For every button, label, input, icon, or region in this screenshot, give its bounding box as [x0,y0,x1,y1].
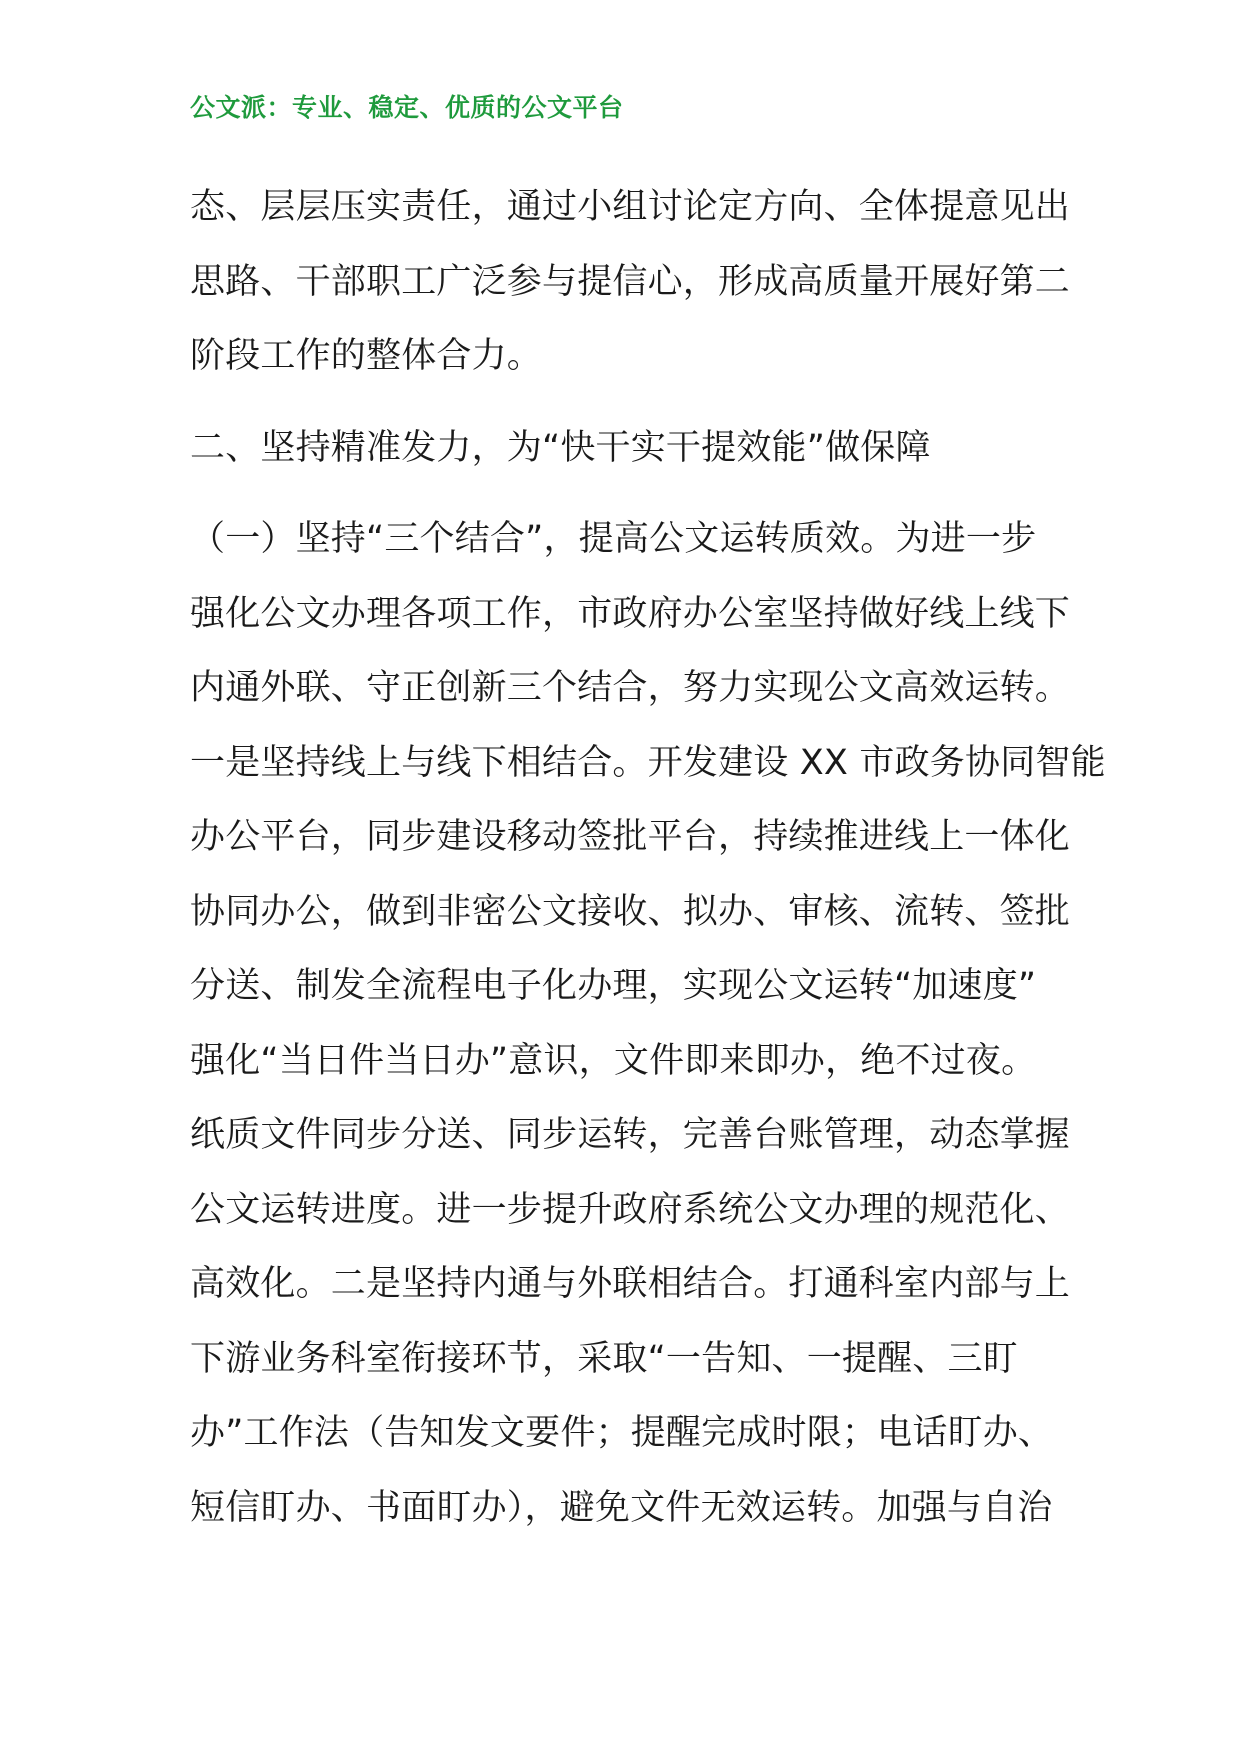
text-line: 协同办公，做到非密公文接收、拟办、审核、流转、签批 [190,891,1071,932]
text-line: 强化“当日件当日办”意识，文件即来即办，绝不过夜。 [190,1040,1037,1081]
text-line: 短信盯办、书面盯办），避免文件无效运转。加强与自治 [190,1487,1053,1528]
text-line: 纸质文件同步分送、同步运转，完善台账管理，动态掌握 [190,1115,1071,1155]
text-line: 一是坚持线上与线下相结合。开发建设 XX 市政务协同智能 [190,742,1106,783]
section-heading: 二、坚持精准发力，为“快干实干提效能”做保障 [190,427,931,468]
page-header: 公文派：专业、稳定、优质的公文平台 [190,93,624,122]
paragraph-gap [190,394,1070,411]
document-body [190,170,1106,1545]
text-line: 分送、制发全流程电子化办理，实现公文运转“加速度” [190,966,1037,1006]
text-line: 高效化。二是坚持内通与外联相结合。打通科室内部与上 [190,1264,1071,1304]
text-line: 思路、干部职工广泛参与提信心，形成高质量开展好第二 [190,261,1071,302]
text-line: 公文运转进度。进一步提升政府系统公文办理的规范化、 [190,1189,1071,1230]
text-line: 阶段工作的整体合力。 [190,336,543,376]
text-line: 态、层层压实责任，通过小组讨论定方向、全体提意见出 [190,187,1071,227]
paragraph-2 [190,502,1106,1545]
text-line: 强化公文办理各项工作，市政府办公室坚持做好线上线下 [190,593,1071,634]
paragraph-gap [190,485,1070,502]
text-line: （一）坚持“三个结合”，提高公文运转质效。为进一步 [190,519,1037,559]
paragraph-1 [190,170,1070,394]
text-line: 办公平台，同步建设移动签批平台，持续推进线上一体化 [190,817,1071,857]
text-line: 内通外联、守正创新三个结合，努力实现公文高效运转。 [190,668,1071,708]
text-line: 办”工作法（告知发文要件；提醒完成时限；电话盯办、 [190,1413,1054,1453]
text-line: 下游业务科室衔接环节，采取“一告知、一提醒、三盯 [190,1338,1018,1379]
